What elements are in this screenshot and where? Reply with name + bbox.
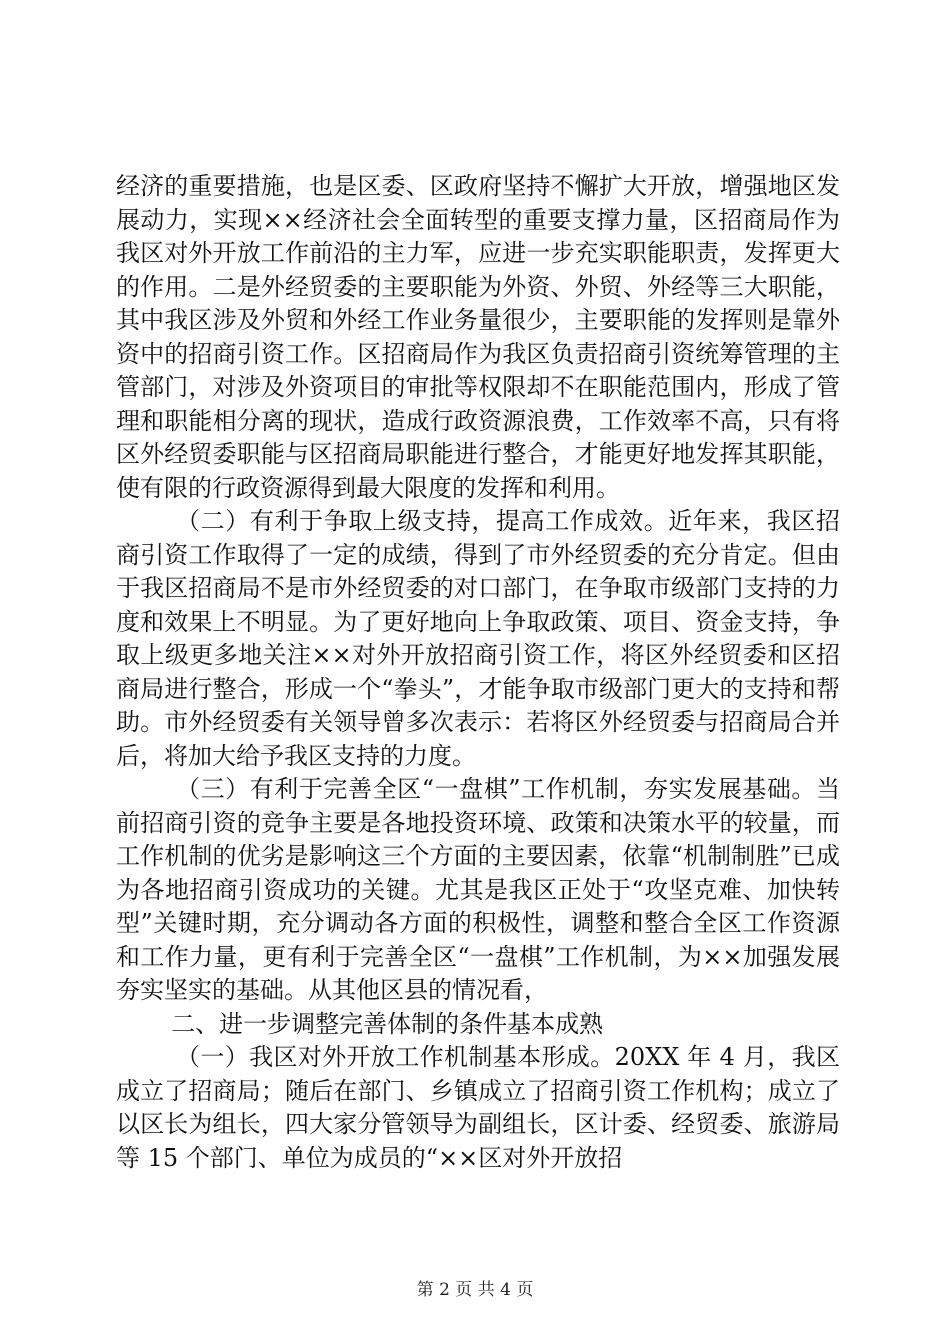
document-body [116,170,840,1175]
paragraph-section-1: （一）我区对外开放工作机制基本形成。20XX 年 4 月，我区成立了招商局；随后在部门、乡镇成立了招商引资工作机构；成立了以区长为组长，四大家分管领导为副组长，区计委、经贸委、旅游局等 15 个部门、单位为成员的“××区对外开放招 [116,1043,840,1172]
paragraph-section-2: （二）有利于争取上级支持，提高工作成效。近年来，我区招商引资工作取得了一定的成绩，得到了市外经贸委的充分肯定。但由于我区招商局不是市外经贸委的对口部门，在争取市级部门支持的力度和效果上不明显。为了更好地向上争取政策、项目、资金支持，争取上级更多地关注××对外开放招商引资工作，将区外经贸委和区招商局进行整合，形成一个“拳头”，才能争取市级部门更大的支持和帮助。市外经贸委有关领导曾多次表示：若将区外经贸委与招商局合并后，将加大给予我区支持的力度。 [116,507,840,770]
paragraph-continuation: 经济的重要措施，也是区委、区政府坚持不懈扩大开放，增强地区发展动力，实现××经济社会全面转型的重要支撑力量，区招商局作为我区对外开放工作前沿的主力军，应进一步充实职能职责，发挥更大的作用。二是外经贸委的主要职能为外资、外贸、外经等三大职能，其中我区涉及外贸和外经工作业务量很少，主要职能的发挥则是靠外资中的招商引资工作。区招商局作为我区负责招商引资统筹管理的主管部门，对涉及外资项目的审批等权限却不在职能范围内，形成了管理和职能相分离的现状，造成行政资源浪费，工作效率不高，只有将区外经贸委职能与区招商局职能进行整合，才能更好地发挥其职能，使有限的行政资源得到最大限度的发挥和利用。 [116,172,840,502]
page-footer: 第 2 页 共 4 页 [416,1280,534,1300]
section-heading: 二、进一步调整完善体制的条件基本成熟 [171,1009,604,1038]
paragraph-section-3: （三）有利于完善全区“一盘棋”工作机制，夯实发展基础。当前招商引资的竞争主要是各地投资环境、政策和决策水平的较量，而工作机制的优劣是影响这三个方面的主要因素，依靠“机制制胜”已成为各地招商引资成功的关键。尤其是我区正处于“攻坚克难、加快转型”关键时期，充分调动各方面的积极性，调整和整合全区工作资源和工作力量，更有利于完善全区“一盘棋”工作机制，为××加强发展夯实坚实的基础。从其他区县的情况看， [116,775,840,1004]
